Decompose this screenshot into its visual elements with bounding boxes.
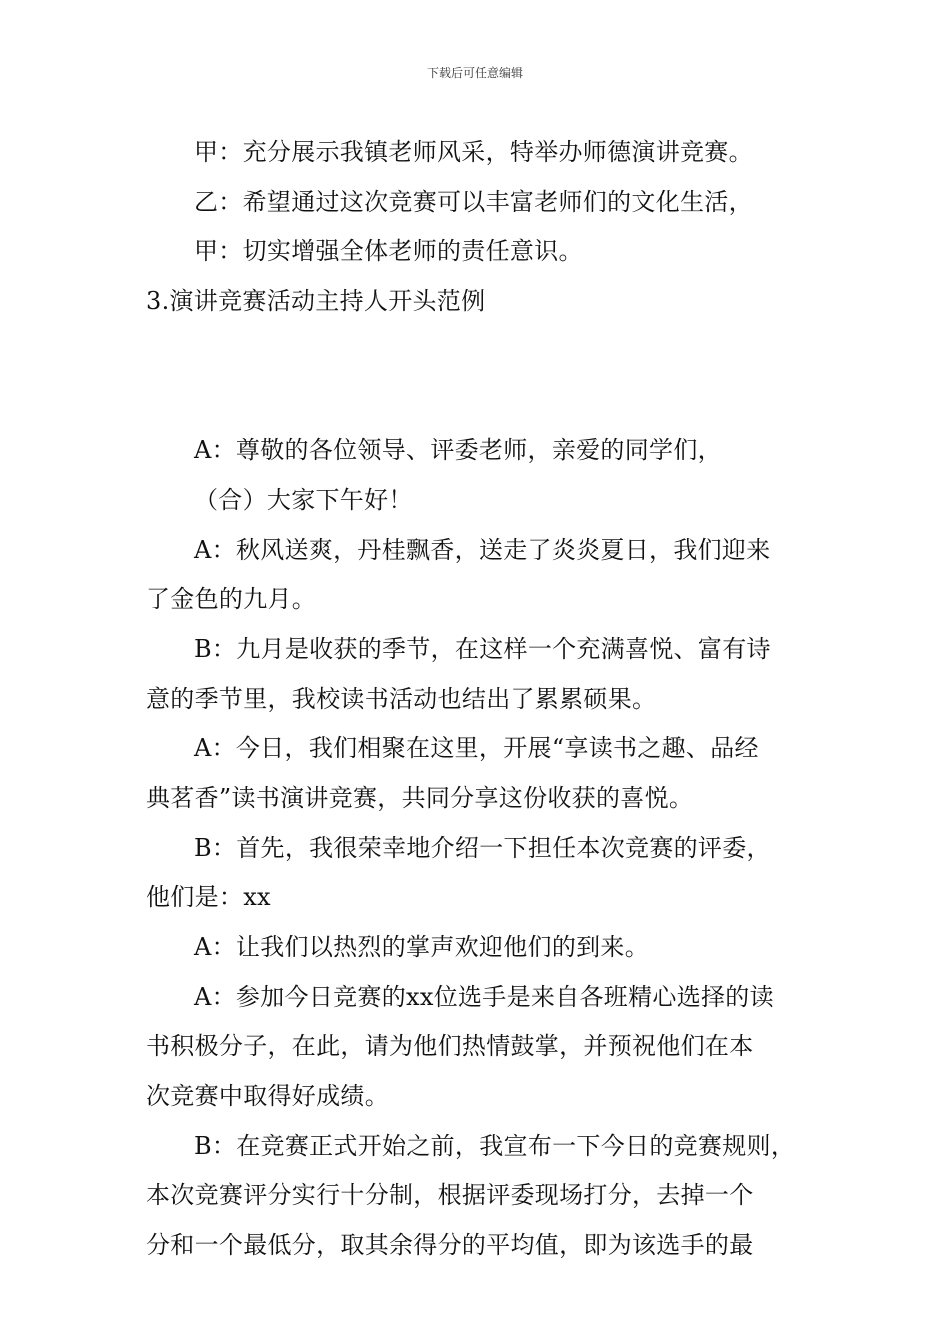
paragraph-line: 意的季节里，我校读书活动也结出了累累硕果。 (146, 684, 657, 713)
section-heading: 3.演讲竞赛活动主持人开头范例 (146, 287, 486, 316)
spacer (146, 327, 811, 426)
page-header: 下载后可任意编辑 (426, 66, 523, 80)
paragraph-line: 典茗香”读书演讲竞赛，共同分享这份收获的喜悦。 (146, 783, 694, 812)
paragraph-line: 他们是：xx (146, 883, 271, 912)
paragraph-line: A：让我们以热烈的掌声欢迎他们的到来。 (194, 933, 650, 962)
paragraph-line: A：今日，我们相聚在这里，开展“享读书之趣、品经 (194, 734, 759, 763)
paragraph-line: 甲：切实增强全体老师的责任意识。 (194, 237, 583, 266)
paragraph-line: 书积极分子，在此，请为他们热情鼓掌，并预祝他们在本 (146, 1032, 754, 1061)
document-body (146, 128, 811, 1271)
paragraph-line: 次竞赛中取得好成绩。 (146, 1082, 389, 1111)
paragraph-line: 乙：希望通过这次竞赛可以丰富老师们的文化生活， (194, 187, 753, 216)
paragraph-line: A：秋风送爽，丹桂飘香，送走了炎炎夏日，我们迎来 (194, 535, 771, 564)
paragraph-line: B：在竞赛正式开始之前，我宣布一下今日的竞赛规则， (194, 1131, 796, 1160)
paragraph-line: B：九月是收获的季节，在这样一个充满喜悦、富有诗 (194, 634, 771, 663)
paragraph-line: A：参加今日竞赛的xx位选手是来自各班精心选择的读 (194, 982, 774, 1011)
paragraph-line: A：尊敬的各位领导、评委老师，亲爱的同学们， (194, 436, 722, 465)
paragraph-line: 分和一个最低分，取其余得分的平均值，即为该选手的最 (146, 1231, 754, 1260)
paragraph-line: 本次竞赛评分实行十分制，根据评委现场打分，去掉一个 (146, 1181, 754, 1210)
paragraph-line: B：首先，我很荣幸地介绍一下担任本次竞赛的评委， (194, 833, 771, 862)
paragraph-line: 了金色的九月。 (146, 585, 317, 614)
paragraph-line: （合）大家下午好！ (194, 485, 413, 514)
paragraph-line: 甲：充分展示我镇老师风采，特举办师德演讲竞赛。 (194, 138, 753, 166)
